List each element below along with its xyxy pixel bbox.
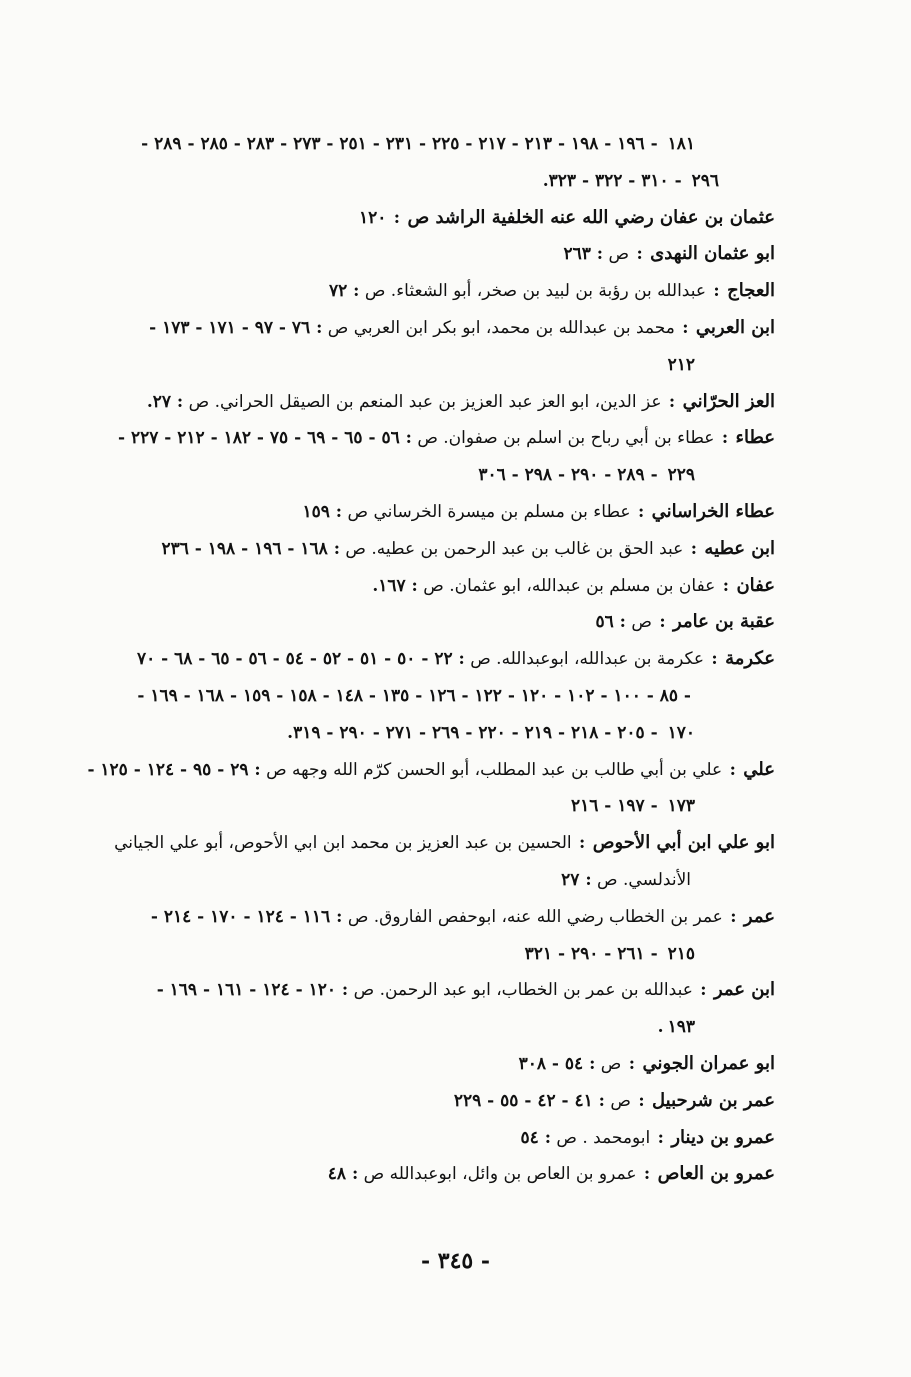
index-entry-name: عثمان بن عفان رضي الله عنه الخلفية الراشد ص [407, 206, 775, 228]
index-page-references: ١٧٣ - ١٩٧ - ٢١٦ [570, 796, 695, 817]
index-line [92, 1120, 775, 1157]
index-separator: : [730, 906, 737, 927]
index-separator: : [643, 1164, 651, 1185]
index-page-references: ٢١٥ - ٢٦١ - ٢٩٠ - ٣٢١ [524, 943, 695, 964]
index-separator: : [638, 1090, 645, 1111]
index-page-references: : ٥٦ [595, 612, 626, 633]
index-page-references: : ١٦٧. [372, 575, 418, 596]
index-page-references: ١٢٠ [358, 207, 387, 228]
index-separator: : [700, 980, 707, 1001]
index-separator: : [393, 207, 401, 228]
index-entry-description: محمد بن عبدالله بن محمد، ابو بكر ابن العربي ص [327, 317, 675, 338]
index-page-references: : ٢٧. [146, 391, 184, 412]
index-entry-description: عطاء بن مسلم بن ميسرة الخرساني ص [347, 501, 631, 522]
index-line [92, 126, 775, 163]
index-separator: : [659, 612, 666, 633]
index-entry-description: الحسين بن عبد العزيز بن محمد ابن ابي الأحوص، أبو علي الجياني [114, 833, 572, 854]
index-entry-description: عبدالله بن عمر بن الخطاب، ابو عبد الرحمن. ص [353, 980, 693, 1001]
index-separator: : [711, 649, 718, 670]
index-line [92, 1009, 775, 1046]
index-page-references: : ٤٨ [327, 1164, 359, 1185]
index-entry-description: عبدالله بن رؤبة بن لبيد بن صخر، أبو الشعثاء. ص [364, 281, 706, 302]
index-entry-description: عز الدين، ابو العز عبد العزيز بن عبد المنعم بن الصيقل الحراني. ص [188, 391, 662, 412]
index-line [92, 825, 775, 862]
index-page-references: : ٢٦٣ [563, 244, 604, 265]
index-entry-name: عمر بن شرحبيل [652, 1089, 775, 1111]
index-page-references: : ٥٤ - ٣٠٨ [518, 1053, 596, 1074]
index-page-references: : ٧٢ [328, 281, 360, 302]
index-page-references: : ٢٧ [561, 869, 592, 890]
index-separator [691, 870, 695, 890]
index-entry-description: الأندلسي. ص [597, 869, 691, 890]
index-line [92, 899, 775, 936]
index-line [92, 531, 775, 568]
index-separator: : [713, 281, 720, 302]
index-entry-description: ص [631, 612, 652, 633]
index-separator: : [636, 244, 643, 265]
index-line [92, 1046, 775, 1083]
index-page-references: ١٧٠ - ٢٠٥ - ٢١٨ - ٢١٩ - ٢٢٠ - ٢٦٩ - ٢٧١ - ٢٩٠ - ٣١٩. [287, 722, 695, 743]
index-entry-name: ابو عمران الجوني [642, 1052, 775, 1074]
index-entry-name: علي [743, 758, 775, 780]
index-entry-description: عمر بن الخطاب رضي الله عنه، ابوحفص الفاروق. ص [347, 906, 723, 927]
index-line [92, 641, 775, 678]
index-separator: : [637, 501, 645, 522]
index-page-references: : ٧٦ - ٩٧ - ١٧١ - ١٧٣ - [149, 317, 323, 338]
index-entry-name: عطاء [735, 427, 775, 449]
index-page-references: : ٢٢ - ٥٠ - ٥١ - ٥٢ - ٥٤ - ٥٦ - ٦٥ - ٦٨ - ٧٠ [136, 649, 465, 670]
index-separator: : [690, 538, 698, 559]
index-separator: : [721, 428, 729, 449]
index-entry-name: ابو عثمان النهدى [650, 243, 775, 265]
index-line [92, 310, 775, 347]
index-line [92, 420, 775, 457]
index-entry-name: ابن العربي [695, 316, 775, 338]
index-entry-description: ص [610, 1090, 631, 1111]
page-number: - ٣٤٥ - [420, 1248, 491, 1274]
index-line [92, 788, 775, 825]
index-entry-description: ابومحمد . ص [556, 1127, 651, 1148]
index-entry-description: عطاء بن أبي رباح بن اسلم بن صفوان. ص [417, 428, 715, 449]
index-page-references: : ٥٦ - ٦٥ - ٦٩ - ٧٥ - ١٨٢ - ٢١٢ - ٢٢٧ - [118, 428, 412, 449]
index-separator: : [657, 1127, 664, 1148]
index-entry-name: عطاء الخراساني [651, 500, 775, 522]
index-entry-description: ص [600, 1053, 622, 1074]
index-line [92, 1156, 775, 1193]
index-entry-name: ابو علي ابن أبي الأحوص [592, 832, 775, 854]
index-page-references: ٢١٢ [667, 354, 695, 375]
index-entry-description: عكرمة بن عبدالله، ابوعبدالله. ص [470, 649, 704, 670]
index-page-references: ٢٢٩ - ٢٨٩ - ٢٩٠ - ٢٩٨ - ٣٠٦ [478, 465, 695, 486]
index-entry-name: عمرو بن دينار [671, 1126, 775, 1148]
index-page-references: ١٩٣. [657, 1017, 695, 1038]
index-entry-name: عقبة بن عامر [673, 611, 775, 633]
index-entry-name: ابن عمر [713, 979, 775, 1001]
index-separator: : [729, 759, 736, 780]
index-page-references: : ١٦٨ - ١٩٦ - ١٩٨ - ٢٣٦ [161, 538, 341, 559]
index-entry-description: علي بن أبي طالب بن عبد المطلب، أبو الحسن كرّم الله وجهه ص [266, 759, 723, 780]
index-line [92, 384, 775, 421]
index-separator: : [628, 1053, 636, 1074]
index-line [87, 752, 775, 789]
index-line [92, 200, 775, 237]
index-entry-name: ابن عطيه [704, 537, 775, 559]
index-page-references: ١٨١ - ١٩٦ - ١٩٨ - ٢١٣ - ٢١٧ - ٢٢٥ - ٢٣١ - ٢٥١ - ٢٧٣ - ٢٨٣ - ٢٨٥ - ٢٨٩ - [141, 134, 695, 154]
index-line [92, 273, 775, 310]
index-separator: : [668, 391, 676, 412]
index-line [92, 494, 775, 531]
index-page-references: : ١١٦ - ١٢٤ - ١٧٠ - ٢١٤ - [150, 906, 343, 927]
index-entry-name: عكرمة [725, 648, 775, 670]
index-separator [691, 686, 695, 706]
biographical-index-list [87, 126, 775, 1193]
index-line [92, 715, 775, 752]
index-line [92, 678, 775, 715]
index-page-references: : ٢٩ - ٩٥ - ١٢٤ - ١٢٥ - [87, 759, 261, 780]
index-line [92, 347, 775, 384]
index-entry-name: عمرو بن العاص [657, 1163, 775, 1185]
index-entry-name: عفان [736, 574, 775, 596]
index-separator: : [579, 833, 586, 854]
index-page-references: : ٥٤ [520, 1127, 551, 1148]
index-separator: : [722, 575, 730, 596]
index-entry-name: العجاج [727, 280, 775, 302]
index-line [92, 457, 775, 494]
index-line [92, 972, 775, 1009]
index-line [92, 1083, 775, 1120]
index-entry-description: عفان بن مسلم بن عبدالله، ابو عثمان. ص [423, 575, 716, 596]
index-entry-name: العز الحرّاني [682, 390, 775, 412]
index-line [92, 604, 775, 641]
index-line [92, 568, 775, 605]
index-line [92, 936, 775, 973]
index-page-references: : ١٢٠ - ١٢٤ - ١٦١ - ١٦٩ - [156, 980, 349, 1001]
index-line [92, 163, 775, 200]
index-separator: : [682, 317, 689, 338]
index-page-references: : ١٥٩ [302, 501, 343, 522]
index-entry-description: ص [608, 244, 630, 265]
index-entry-name: عمر [743, 905, 775, 927]
index-line [92, 236, 775, 273]
index-line [92, 862, 775, 899]
index-entry-description: عبد الحق بن غالب بن عبد الرحمن بن عطيه. ص [345, 538, 684, 559]
index-entry-description: عمرو بن العاص بن وائل، ابوعبدالله ص [363, 1164, 637, 1185]
index-page-references: ٢٩٦ - ٣١٠ - ٣٢٢ - ٣٢٣. [542, 170, 719, 191]
index-page-references: : ٤١ - ٤٢ - ٥٥ - ٢٢٩ [453, 1090, 605, 1111]
index-page-references: - ٨٥ - ١٠٠ - ١٠٢ - ١٢٠ - ١٢٢ - ١٢٦ - ١٣٥ - ١٤٨ - ١٥٨ - ١٥٩ - ١٦٨ - ١٦٩ - [137, 685, 691, 706]
